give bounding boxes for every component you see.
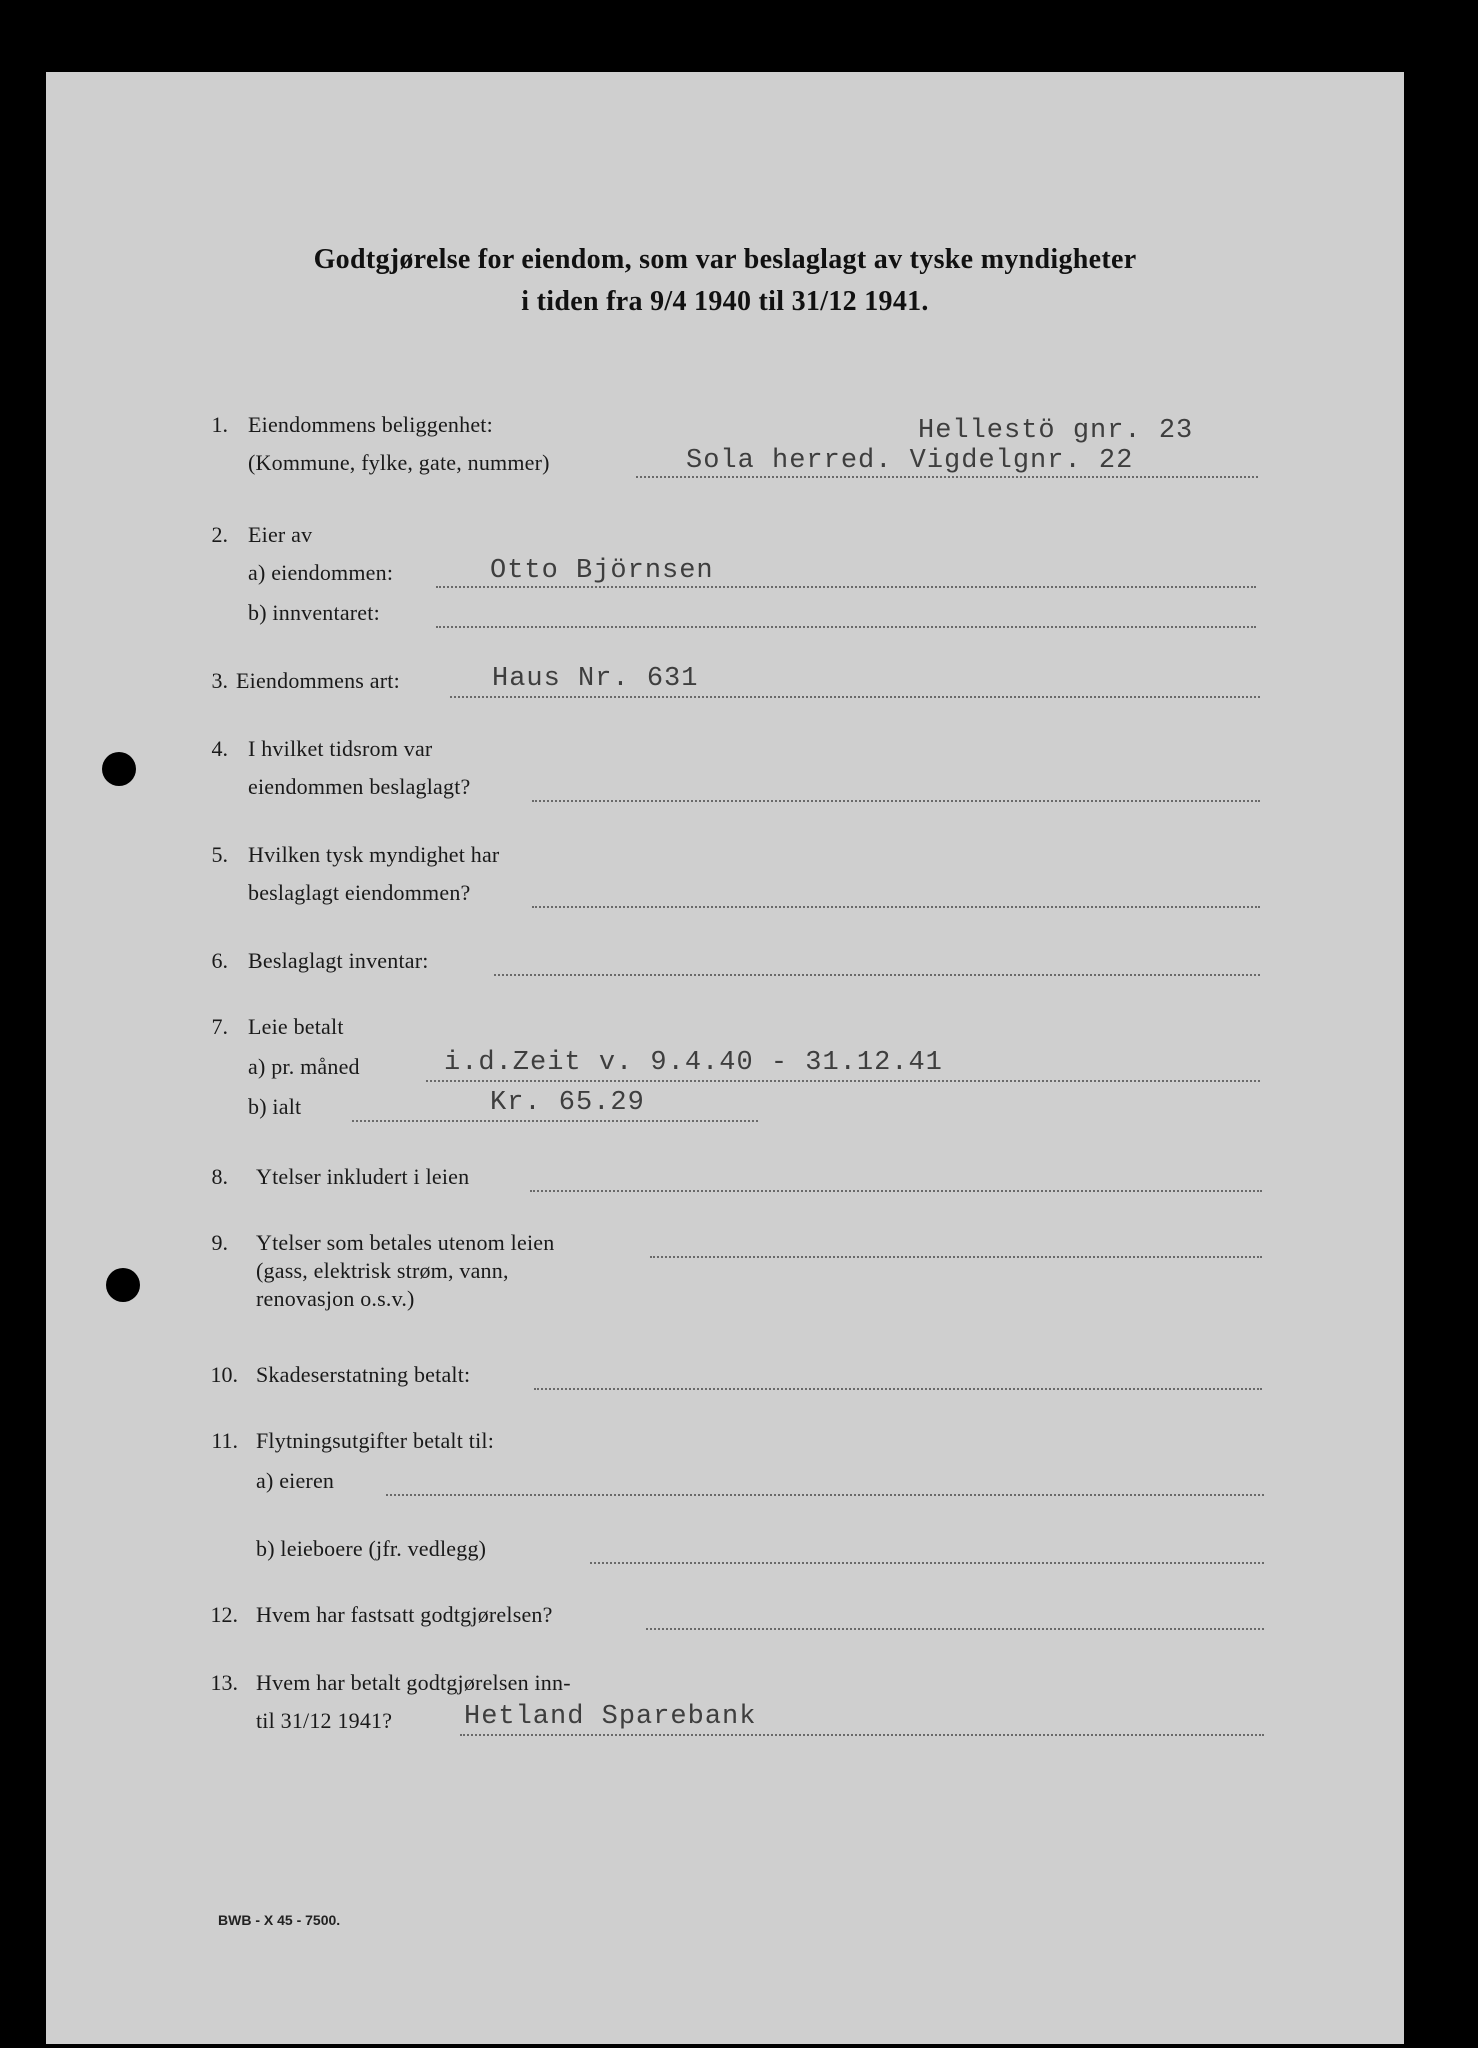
q1-number: 1. [211, 412, 228, 437]
q4-answer-line [532, 800, 1260, 802]
punch-hole-top [102, 752, 136, 786]
q3-value: Haus Nr. 631 [492, 664, 699, 694]
q13-answer-line [460, 1734, 1264, 1736]
q6-label: Beslaglagt inventar: [248, 948, 429, 973]
q5-sublabel: beslaglagt eiendommen? [248, 880, 471, 905]
q2a-label: a) eiendommen: [248, 560, 394, 585]
q4-label: I hvilket tidsrom var [248, 736, 433, 761]
q2a-answer-line [436, 586, 1256, 588]
q9-number: 9. [211, 1230, 228, 1255]
q7b-value: Kr. 65.29 [490, 1088, 645, 1118]
q13-value: Hetland Sparebank [464, 1702, 757, 1732]
q10-answer-line [534, 1388, 1262, 1390]
q7a-value: i.d.Zeit v. 9.4.40 - 31.12.41 [444, 1048, 943, 1078]
q1-sublabel: (Kommune, fylke, gate, nummer) [248, 450, 550, 475]
q2b-answer-line [436, 626, 1256, 628]
q6-number: 6. [211, 948, 228, 973]
q9-line3: renovasjon o.s.v.) [256, 1286, 415, 1311]
q11a-label: a) eieren [256, 1468, 335, 1493]
q3-answer-line [450, 696, 1260, 698]
q11a-answer-line [386, 1494, 1264, 1496]
q13-number: 13. [210, 1670, 238, 1695]
q12-label: Hvem har fastsatt godtgjørelsen? [256, 1602, 553, 1627]
form-sheet [46, 72, 1404, 2044]
q8-label: Ytelser inkludert i leien [256, 1164, 470, 1189]
q7a-label: a) pr. måned [248, 1054, 360, 1079]
q11-label: Flytningsutgifter betalt til: [256, 1428, 495, 1453]
q10-label: Skadeserstatning betalt: [256, 1362, 471, 1387]
q3-label: Eiendommens art: [236, 668, 400, 693]
q4-sublabel: eiendommen beslaglagt? [248, 774, 471, 799]
q9-answer-line [650, 1256, 1262, 1258]
q7b-answer-line [352, 1120, 758, 1122]
q8-number: 8. [211, 1164, 228, 1189]
q11b-answer-line [590, 1562, 1264, 1564]
q11-number: 11. [211, 1428, 238, 1453]
q12-number: 12. [210, 1602, 238, 1627]
q6-answer-line [494, 974, 1260, 976]
q2b-label: b) innventaret: [248, 600, 380, 625]
q1-value: Sola herred. Vigdelgnr. 22 [686, 446, 1134, 476]
form-footer-code: BWB - X 45 - 7500. [218, 1912, 341, 1928]
q5-label: Hvilken tysk myndighet har [248, 842, 500, 867]
q8-answer-line [530, 1190, 1262, 1192]
q1-label: Eiendommens beliggenhet: [248, 412, 493, 437]
q7b-label: b) ialt [248, 1094, 302, 1119]
q12-answer-line [646, 1628, 1264, 1630]
q11b-label: b) leieboere (jfr. vedlegg) [256, 1536, 487, 1561]
q9-line2: (gass, elektrisk strøm, vann, [256, 1258, 509, 1283]
q7a-answer-line [426, 1080, 1260, 1082]
q5-answer-line [532, 906, 1260, 908]
q2-number: 2. [211, 522, 228, 547]
q3-number: 3. [211, 668, 228, 693]
q10-number: 10. [210, 1362, 238, 1387]
q5-number: 5. [211, 842, 228, 867]
q9-label: Ytelser som betales utenom leien [256, 1230, 555, 1255]
q2-label: Eier av [248, 522, 313, 547]
q7-number: 7. [211, 1014, 228, 1039]
form-title-line2: i tiden fra 9/4 1940 til 31/12 1941. [521, 286, 929, 317]
q13-label: Hvem har betalt godtgjørelsen inn- [256, 1670, 571, 1695]
q1-value-top: Hellestö gnr. 23 [918, 416, 1194, 446]
q4-number: 4. [211, 736, 228, 761]
form-title-line1: Godtgjørelse for eiendom, som var beslaglagt av tyske myndigheter [313, 244, 1137, 275]
q7-label: Leie betalt [248, 1014, 344, 1039]
q13-sublabel: til 31/12 1941? [256, 1708, 393, 1733]
punch-hole-bottom [106, 1268, 140, 1302]
q1-answer-line [636, 476, 1258, 478]
q2a-value: Otto Björnsen [490, 556, 714, 586]
